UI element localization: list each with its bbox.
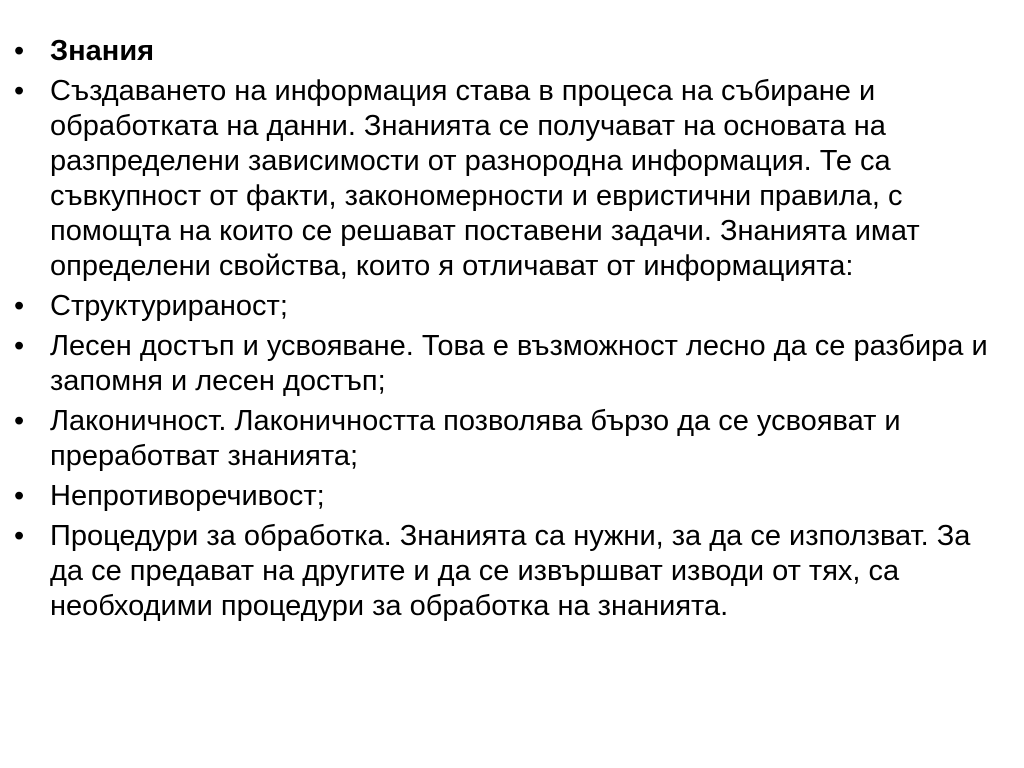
bullet-marker: • bbox=[14, 480, 25, 512]
list-item-structure bbox=[14, 289, 1004, 324]
list-item-conciseness bbox=[14, 404, 1004, 474]
conciseness-text: Лаконичност. Лаконичността позволява бързо да се усвояват и преработват знанията; bbox=[50, 405, 901, 472]
bullet-marker: • bbox=[14, 405, 25, 437]
bullet-marker: • bbox=[14, 290, 25, 322]
bullet-marker: • bbox=[14, 75, 25, 107]
access-text: Лесен достъп и усвояване. Това е възможност лесно да се разбира и запомня и лесен достъп; bbox=[50, 330, 988, 397]
bullet-marker: • bbox=[14, 520, 25, 552]
procedures-text: Процедури за обработка. Знанията са нужни, за да се използват. За да се предават на другите и да се извършват изводи от тях, са необходими процедури за обработка на знанията. bbox=[50, 520, 971, 622]
bullet-marker: • bbox=[14, 35, 25, 67]
consistency-text: Непротиворечивост; bbox=[50, 480, 325, 512]
structure-text: Структурираност; bbox=[50, 290, 288, 322]
list-item-heading bbox=[14, 34, 1004, 69]
heading-text: Знания bbox=[50, 35, 155, 67]
list-item-consistency bbox=[14, 479, 1004, 514]
list-item-intro bbox=[14, 74, 1004, 284]
bullet-list bbox=[14, 34, 1004, 624]
intro-text: Създаването на информация става в процеса на събиране и обработката на данни. Знанията се получават на основата на разпределени зависимости от разнородна информация. Те са съвкупност от факти, закономерности и евристични правила, с помощта на които се решават поставени задачи. Знанията имат определени свойства, които я отличават от информацията: bbox=[50, 75, 920, 282]
list-item-procedures bbox=[14, 519, 1004, 624]
bullet-marker: • bbox=[14, 330, 25, 362]
list-item-access bbox=[14, 329, 1004, 399]
